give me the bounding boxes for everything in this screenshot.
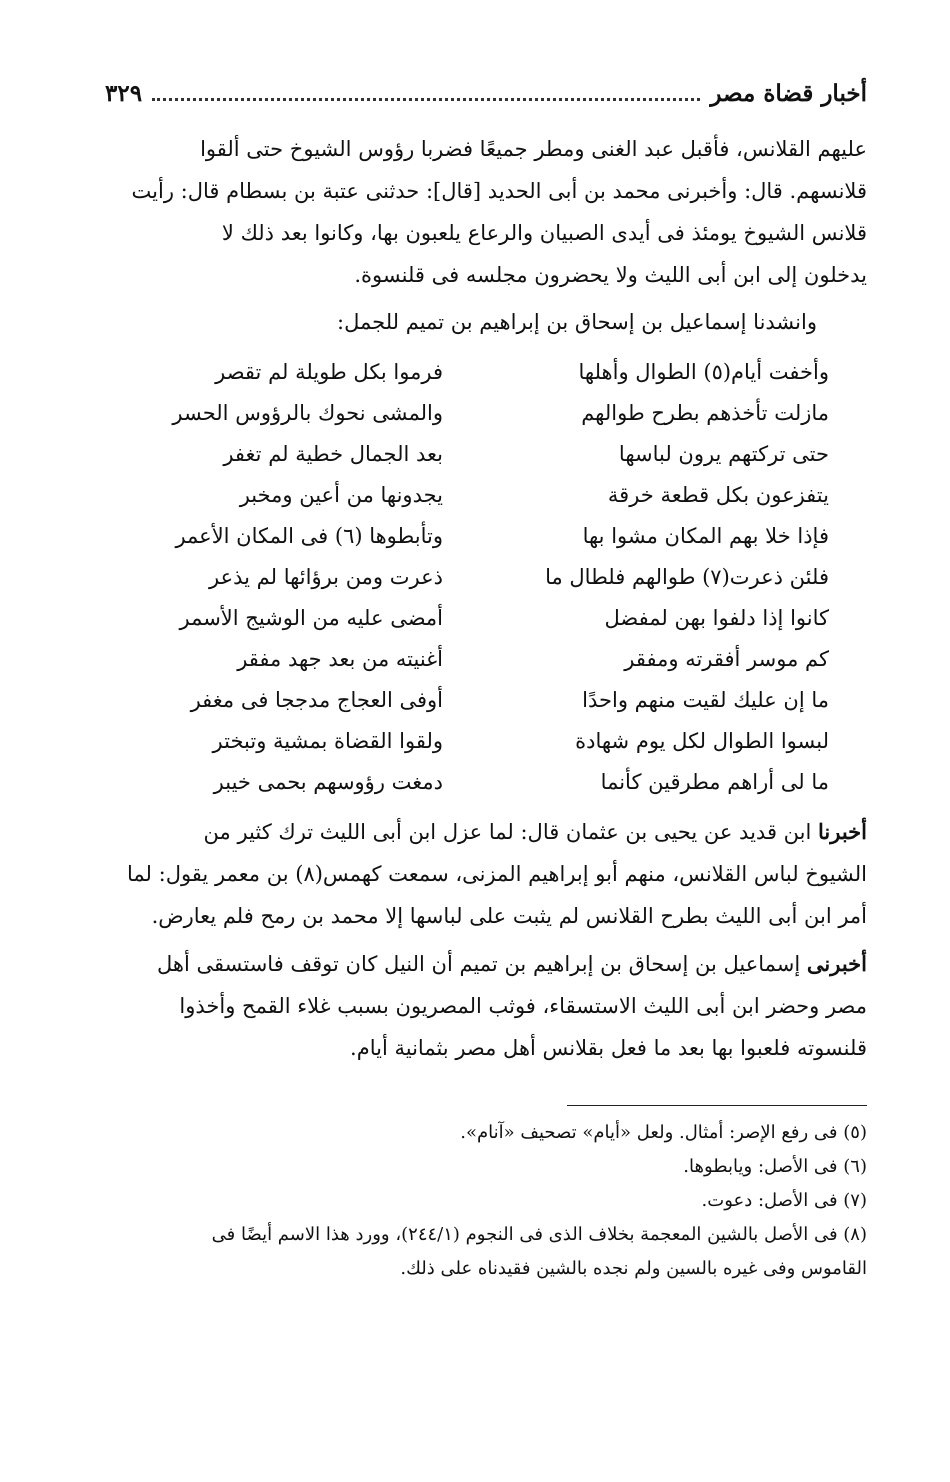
poem	[105, 352, 867, 803]
poem-intro: وانشدنا إسماعيل بن إسحاق بن إبراهيم بن تميم للجمل:	[337, 310, 817, 334]
verse	[105, 721, 867, 762]
footnotes	[105, 1116, 867, 1286]
second-hemistich: دمغت رؤوسهم بحمى خيبر	[213, 770, 443, 794]
verse	[105, 639, 867, 680]
paragraph-lead: أخبرنا	[818, 819, 867, 844]
verse	[105, 680, 867, 721]
second-hemistich: أوفى العجاج مدججا فى مغفر	[190, 688, 443, 712]
leader-dots	[152, 98, 700, 101]
second-hemistich: فرموا بكل طويلة لم تقصر	[215, 360, 443, 384]
first-hemistich: حتى تركتهم يرون لباسها	[618, 442, 829, 466]
second-hemistich: وتأبطوها (٦) فى المكان الأعمر	[175, 524, 443, 548]
footnote: (٦) فى الأصل: ويابطوها.	[683, 1156, 867, 1177]
verse	[105, 598, 867, 639]
text-line	[105, 811, 867, 853]
text-line: قلنسوته فلعبوا بها بعد ما فعل بقلانس أهل مصر بثمانية أيام.	[350, 1036, 867, 1060]
page-number: ٣٢٩	[105, 80, 143, 107]
text-line: مصر وحضر ابن أبى الليث الاستسقاء، فوثب المصريون بسبب غلاء القمح وأخذوا	[179, 994, 867, 1018]
text-line	[105, 943, 867, 985]
first-hemistich: وأخفت أيام(٥) الطوال وأهلها	[578, 360, 829, 384]
paragraph-2	[105, 811, 867, 937]
footnote: (٥) فى رفع الإصر: أمثال. ولعل «أيام» تصحيف «آنام».	[460, 1122, 867, 1143]
text-line: قلانس الشيوخ يومئذ فى أيدى الصبيان والرعاع يلعبون بها، وكانوا بعد ذلك لا	[221, 221, 867, 245]
first-hemistich: لبسوا الطوال لكل يوم شهادة	[575, 729, 829, 753]
verse	[105, 475, 867, 516]
second-hemistich: ولقوا القضاة بمشية وتبختر	[212, 729, 443, 753]
text-span: إسماعيل بن إسحاق بن إبراهيم بن تميم أن النيل كان توقف فاستسقى أهل	[157, 952, 801, 976]
first-hemistich: مازلت تأخذهم بطرح طوالهم	[581, 401, 829, 425]
first-hemistich: فلئن ذعرت(٧) طوالهم فلطال ما	[545, 565, 829, 589]
first-hemistich: كم موسر أفقرته ومفقر	[624, 647, 829, 671]
verse	[105, 393, 867, 434]
paragraph-lead: أخبرنى	[806, 951, 867, 976]
second-hemistich: بعد الجمال خطية لم تغفر	[223, 442, 443, 466]
footnote: (٨) فى الأصل بالشين المعجمة بخلاف الذى فى النجوم (٢٤٤/١)، وورد هذا الاسم أيضًا فى	[211, 1224, 867, 1245]
second-hemistich: يجدونها من أعين ومخبر	[239, 483, 443, 507]
verse	[105, 557, 867, 598]
second-hemistich: أمضى عليه من الوشيج الأسمر	[179, 606, 443, 630]
second-hemistich: والمشى نحوك بالرؤوس الحسر	[172, 401, 443, 425]
page	[105, 80, 867, 1286]
first-hemistich: ما إن عليك لقيت منهم واحدًا	[582, 688, 829, 712]
running-header	[105, 80, 867, 128]
text-line: يدخلون إلى ابن أبى الليث ولا يحضرون مجلسه فى قلنسوة.	[354, 263, 867, 287]
verse	[105, 434, 867, 475]
first-hemistich: يتفزعون بكل قطعة خرقة	[607, 483, 829, 507]
text-span: ابن قديد عن يحيى بن عثمان قال: لما عزل ابن أبى الليث ترك كثير من	[203, 820, 812, 844]
second-hemistich: ذعرت ومن برؤائها لم يذعر	[208, 565, 443, 589]
text-line: الشيوخ لباس القلانس، منهم أبو إبراهيم المزنى، سمعت كهمس(٨) بن معمر يقول: لما	[127, 862, 867, 886]
book-title: أخبار قضاة مصر	[710, 80, 867, 107]
first-hemistich: فإذا خلا بهم المكان مشوا بها	[582, 524, 829, 548]
paragraph-1	[105, 128, 867, 296]
text-line: أمر ابن أبى الليث بطرح القلانس لم يثبت على لباسها إلا محمد بن رمح فلم يعارض.	[151, 904, 867, 928]
text-line: قلانسهم. قال: وأخبرنى محمد بن أبى الحديد [قال]: حدثنى عتبة بن بسطام قال: رأيت	[131, 179, 867, 203]
first-hemistich: كانوا إذا دلفوا بهن لمفضل	[604, 606, 829, 630]
verse	[105, 762, 867, 803]
second-hemistich: أغنيته من بعد جهد مفقر	[237, 647, 443, 671]
verse	[105, 516, 867, 557]
paragraph-3	[105, 943, 867, 1069]
footnote-rule	[567, 1105, 867, 1106]
footnote: القاموس وفى غيره بالسين ولم نجده بالشين فقيدناه على ذلك.	[400, 1258, 867, 1279]
verse	[105, 352, 867, 393]
text-line: عليهم القلانس، فأقبل عبد الغنى ومطر جميعًا فضربا رؤوس الشيوخ حتى ألقوا	[200, 137, 867, 161]
first-hemistich: ما لى أراهم مطرقين كأنما	[600, 770, 829, 794]
footnote: (٧) فى الأصل: دعوت.	[701, 1190, 867, 1211]
